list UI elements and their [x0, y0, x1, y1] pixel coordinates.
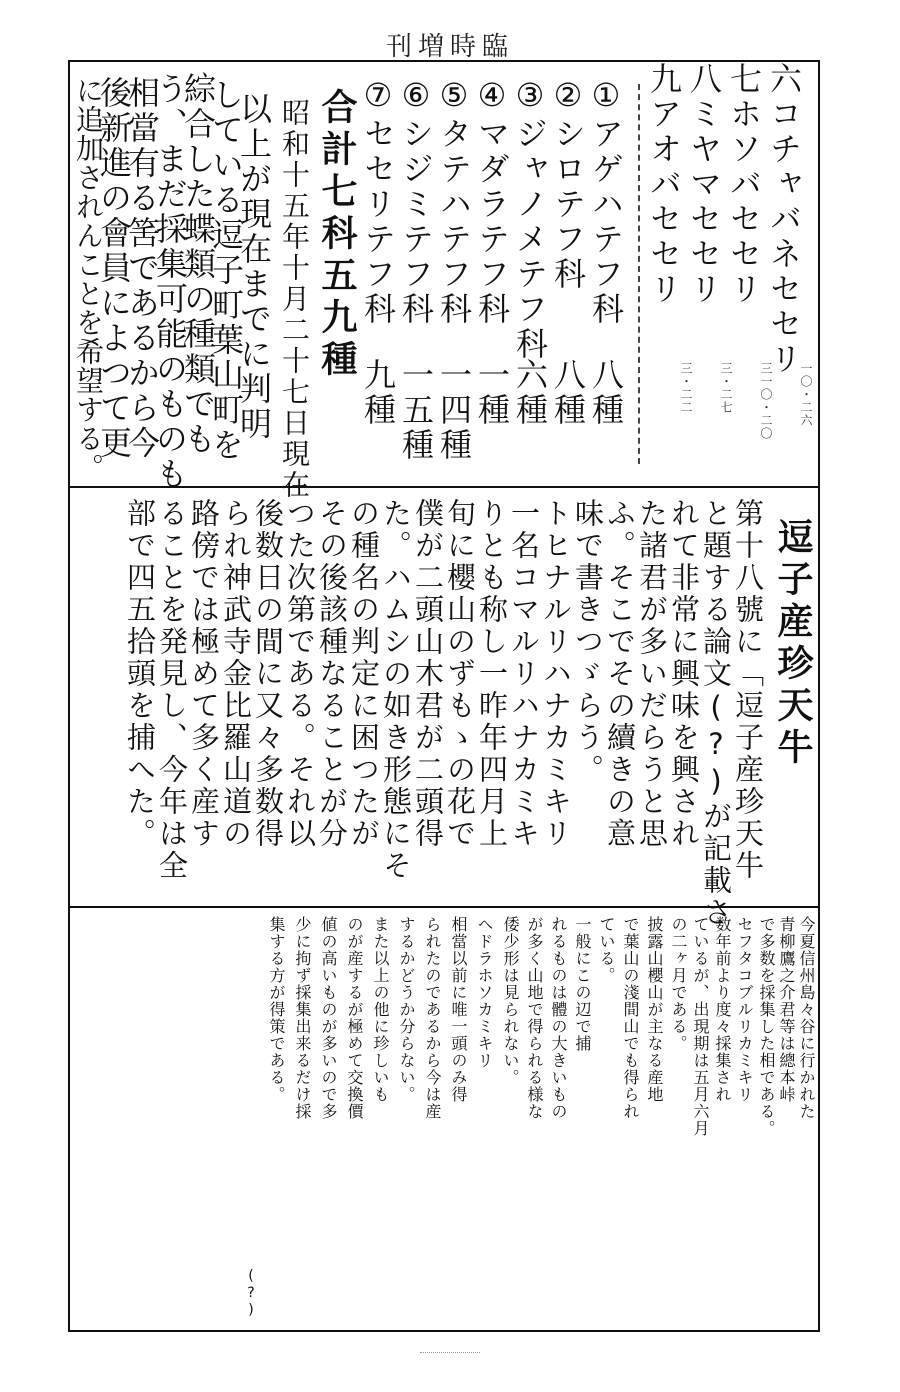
- summary-line: している逗子町葉山町を: [207, 78, 245, 463]
- article-line: 数年前より度々採集され: [713, 916, 732, 1103]
- family-count: 九種: [359, 358, 397, 428]
- article-line: れるものは體の大きいもの: [549, 916, 568, 1120]
- section-longhorn-beetle: [70, 488, 818, 929]
- article-line: が多く山地で得られる様な: [525, 916, 544, 1120]
- article-line: ヘドラホソカミキリ: [475, 916, 494, 1069]
- article-line: 相當以前に唯一頭のみ得: [449, 916, 468, 1103]
- article-line: のが産するが極めて交換價: [345, 916, 364, 1120]
- article-line: 集する方が得策である。: [267, 916, 286, 1103]
- article-line: で葉山の淺間山でも得られ: [621, 916, 640, 1120]
- family-name: ⑤タテハテフ科: [435, 76, 473, 327]
- section-butterfly-list: [70, 62, 818, 501]
- family-count: 八種: [587, 358, 625, 428]
- family-count: 一五種: [397, 358, 435, 463]
- article-line: 味で書きつゞらう。: [571, 498, 605, 786]
- article-line: セフタコブルリカミキリ: [735, 916, 754, 1103]
- article-line: 今夏信州島々谷に行かれた: [797, 916, 816, 1120]
- total-count: 合計七科五九種: [316, 88, 357, 382]
- document-frame: [68, 60, 820, 1332]
- article-line: 僕が二頭山木君が二頭得: [411, 498, 445, 850]
- species-entry: 七ホソバセセリ: [725, 62, 763, 307]
- separator-line: [638, 84, 640, 464]
- article-line: 披露山櫻山が主なる産地: [645, 916, 664, 1103]
- summary-line: 相當有る筈であるから今: [123, 76, 161, 461]
- article-line: 一般にこの辺で捕: [573, 916, 592, 1052]
- species-entry: 八ミヤマセセリ: [685, 62, 723, 307]
- article-line: その後該種なることが分: [315, 498, 349, 850]
- as-of-date: 昭和十五年十月二十七日現在: [278, 98, 311, 501]
- article-line: 少に拘ず採集出来るだけ採: [293, 916, 312, 1120]
- family-count: 六種: [511, 358, 549, 428]
- article-line: と題する論文(?)が記載さ: [699, 498, 733, 929]
- article-line: 旬に櫻山のずもゝの花で: [443, 498, 477, 850]
- article-line: りとも称し一昨年四月上: [475, 498, 509, 850]
- family-name: ①アゲハテフ科: [587, 76, 625, 327]
- article-line: つた次第である。それ以: [283, 498, 317, 850]
- family-name: ④マダラテフ科: [473, 76, 511, 327]
- family-count: 八種: [549, 358, 587, 428]
- family-name: ⑦セセリテフ科: [359, 76, 397, 327]
- summary-line: う、まだ採集可能のものも: [151, 72, 189, 492]
- species-entry: 六コチャバネセセリ: [765, 62, 803, 377]
- page-footer-mark: [420, 1352, 480, 1357]
- article-title: 逗子産珍天牛: [772, 518, 813, 770]
- summary-line: 綜合した蝶類の種類でも: [179, 72, 217, 457]
- article-line: の二ヶ月である。: [669, 916, 688, 1052]
- article-line: 値の高いものが多いので多: [319, 916, 338, 1120]
- page-header: 刊増時臨: [385, 32, 514, 62]
- species-note: 三・二七: [719, 362, 733, 414]
- species-note: 三一〇・二〇: [759, 362, 773, 440]
- article-line: れて非常に興味を興され: [667, 498, 701, 850]
- article-line: の種名の判定に困つたが: [347, 498, 381, 850]
- family-name: ⑥シジミテフ科: [397, 76, 435, 327]
- article-line: (?): [243, 1268, 259, 1319]
- article-line: 部で四五拾頭を捕へた。: [123, 498, 157, 850]
- family-name: ②シロテフ科: [549, 76, 587, 292]
- summary-line: に追加されんことを希望する。: [72, 76, 105, 482]
- species-entry: 九アオバセセリ: [645, 62, 683, 307]
- article-line: ることを発見し、今年は全: [155, 498, 189, 882]
- summary-line: 以上が現在までに判明: [235, 92, 273, 442]
- summary-line: 後新進の會員によつて更: [95, 76, 133, 461]
- article-line: ているが、出現期は五月六月: [691, 916, 710, 1137]
- article-line: ている。: [597, 916, 616, 984]
- article-line: また以上の他に珍しいも: [371, 916, 390, 1103]
- section-continued-notes: [70, 908, 818, 1330]
- family-count: 一種: [473, 358, 511, 428]
- article-line: 倭少形は見られない。: [501, 916, 520, 1086]
- species-note: 一〇・二六: [799, 362, 813, 427]
- article-line: 第十八號に「逗子産珍天牛: [731, 498, 765, 882]
- article-line: するかどうか分らない。: [397, 916, 416, 1103]
- article-line: 一名コマルリハナカミキ: [507, 498, 541, 850]
- family-count: 一四種: [435, 358, 473, 463]
- article-line: た。ハムシの如き形態にそ: [379, 498, 413, 882]
- article-line: 路傍では極めて多く産す: [187, 498, 221, 850]
- article-line: ふ。そこでその續きの意: [603, 498, 637, 850]
- article-line: られ神武寺金比羅山道の: [219, 498, 253, 850]
- species-note: 三・二二: [679, 362, 693, 414]
- article-line: 青柳鷹之介君等は總本峠: [777, 916, 796, 1103]
- article-line: トヒナルリハナカミキリ: [539, 498, 573, 850]
- article-line: られたのであるから今は産: [423, 916, 442, 1120]
- article-line: で多数を採集した相である。: [757, 916, 776, 1137]
- article-line: た諸君が多いだらうと思: [635, 498, 669, 850]
- article-line: 後数日の間に又々多数得: [251, 498, 285, 850]
- family-name: ③ジャノメテフ科: [511, 76, 549, 362]
